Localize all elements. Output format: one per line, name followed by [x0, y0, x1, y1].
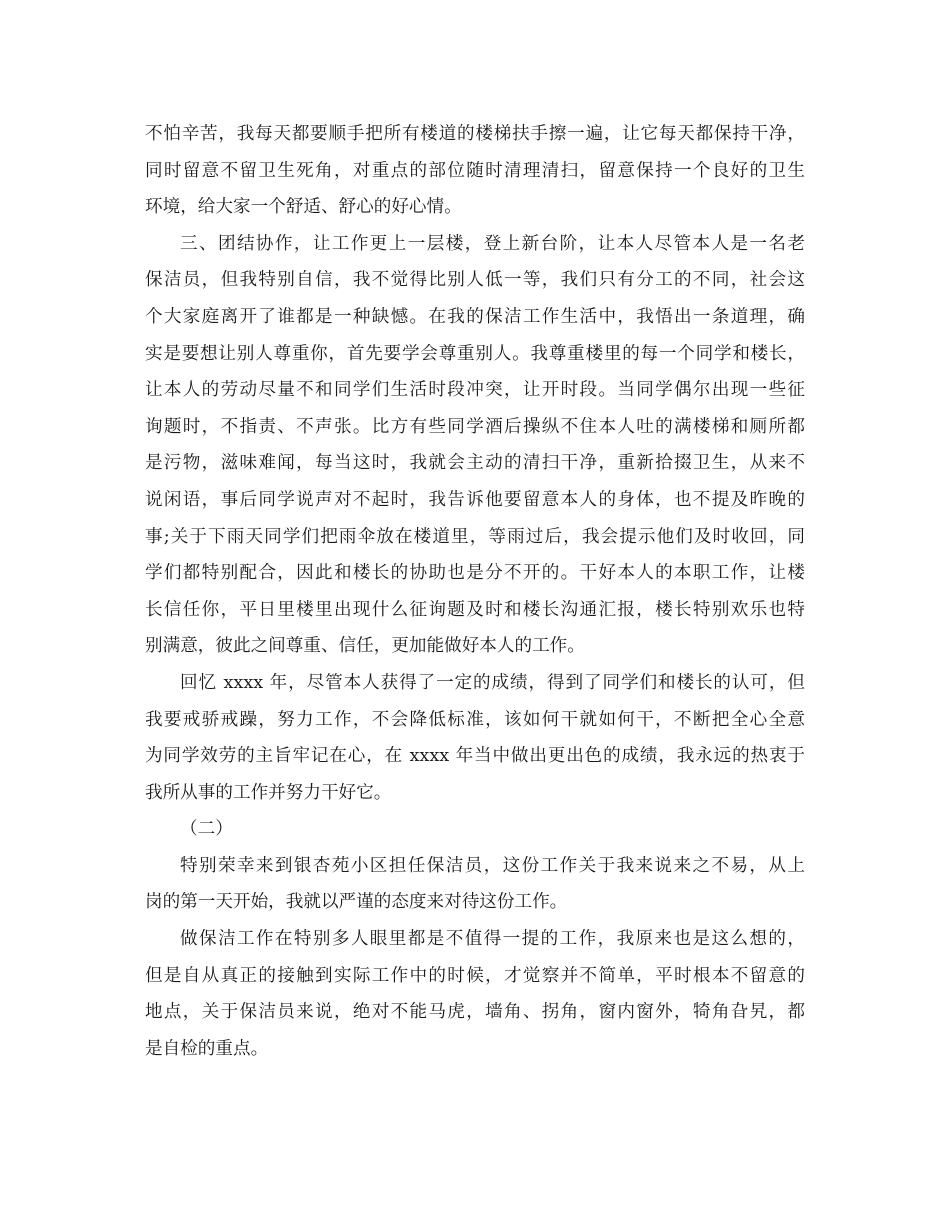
text-line: 事;关于下雨天同学们把雨伞放在楼道里，等雨过后，我会提示他们及时收回，同 — [145, 526, 805, 547]
text-line: 但是自从真正的接触到实际工作中的时候，才觉察并不简单，平时根本不留意的 — [145, 965, 805, 986]
text-line: 岗的第一天开始，我就以严谨的态度来对待这份工作。 — [145, 892, 568, 913]
paragraph-first-line: 三、团结协作，让工作更上一层楼，登上新台阶，让本人尽管本人是一名老 — [180, 233, 805, 254]
text-line: 不怕辛苦，我每天都要顺手把所有楼道的楼梯扶手擦一遍，让它每天都保持干净， — [145, 124, 805, 144]
paragraph-first-line: 特别荣幸来到银杏苑小区担任保洁员，这份工作关于我来说来之不易，从上 — [180, 855, 805, 876]
text-line: 个大家庭离开了谁都是一种缺憾。在我的保洁工作生活中，我悟出一条道理，确 — [145, 306, 805, 327]
text-line: 为同学效劳的主旨牢记在心，在 xxxx 年当中做出更出色的成绩，我永远的热衷于 — [145, 746, 805, 767]
text-line: 学们都特别配合，因此和楼长的协助也是分不开的。干好本人的本职工作，让楼 — [145, 563, 805, 584]
paragraph-first-line: 做保洁工作在特别多人眼里都是不值得一提的工作，我原来也是这么想的， — [180, 929, 805, 950]
text-line: 环境，给大家一个舒适、舒心的好心情。 — [145, 197, 462, 218]
text-line: 询题时，不指责、不声张。比方有些同学酒后操纵不住本人吐的满楼梯和厕所都 — [145, 416, 805, 437]
text-line: 同时留意不留卫生死角，对重点的部位随时清理清扫，留意保持一个良好的卫生 — [145, 160, 805, 181]
text-line: 实是要想让别人尊重你，首先要学会尊重别人。我尊重楼里的每一个同学和楼长， — [145, 343, 805, 364]
text-line: 我所从事的工作并努力干好它。 — [145, 782, 392, 803]
document-body — [145, 116, 805, 1067]
text-line: 我要戒骄戒躁，努力工作，不会降低标准，该如何干就如何干，不断把全心全意 — [145, 709, 805, 730]
text-line: 让本人的劳动尽量不和同学们生活时段冲突，让开时段。当同学偶尔出现一些征 — [145, 380, 805, 401]
text-line: 说闲语，事后同学说声对不起时，我告诉他要留意本人的身体，也不提及昨晚的 — [145, 489, 805, 510]
text-line: 长信任你，平日里楼里出现什么征询题及时和楼长沟通汇报，楼长特别欢乐也特 — [145, 599, 805, 620]
text-line: 是自检的重点。 — [145, 1038, 269, 1059]
text-line: 地点，关于保洁员来说，绝对不能马虎，墙角、拐角，窗内窗外，犄角旮旯，都 — [145, 1002, 805, 1023]
paragraph-first-line: 回忆 xxxx 年，尽管本人获得了一定的成绩，得到了同学们和楼长的认可，但 — [180, 672, 805, 693]
text-line: 保洁员，但我特别自信，我不觉得比别人低一等，我们只有分工的不同，社会这 — [145, 270, 805, 291]
section-heading: （二） — [180, 819, 233, 840]
text-line: 是污物，滋味难闻，每当这时，我就会主动的清扫干净，重新拾掇卫生，从来不 — [145, 453, 805, 474]
text-line: 别满意，彼此之间尊重、信任，更加能做好本人的工作。 — [145, 636, 585, 657]
